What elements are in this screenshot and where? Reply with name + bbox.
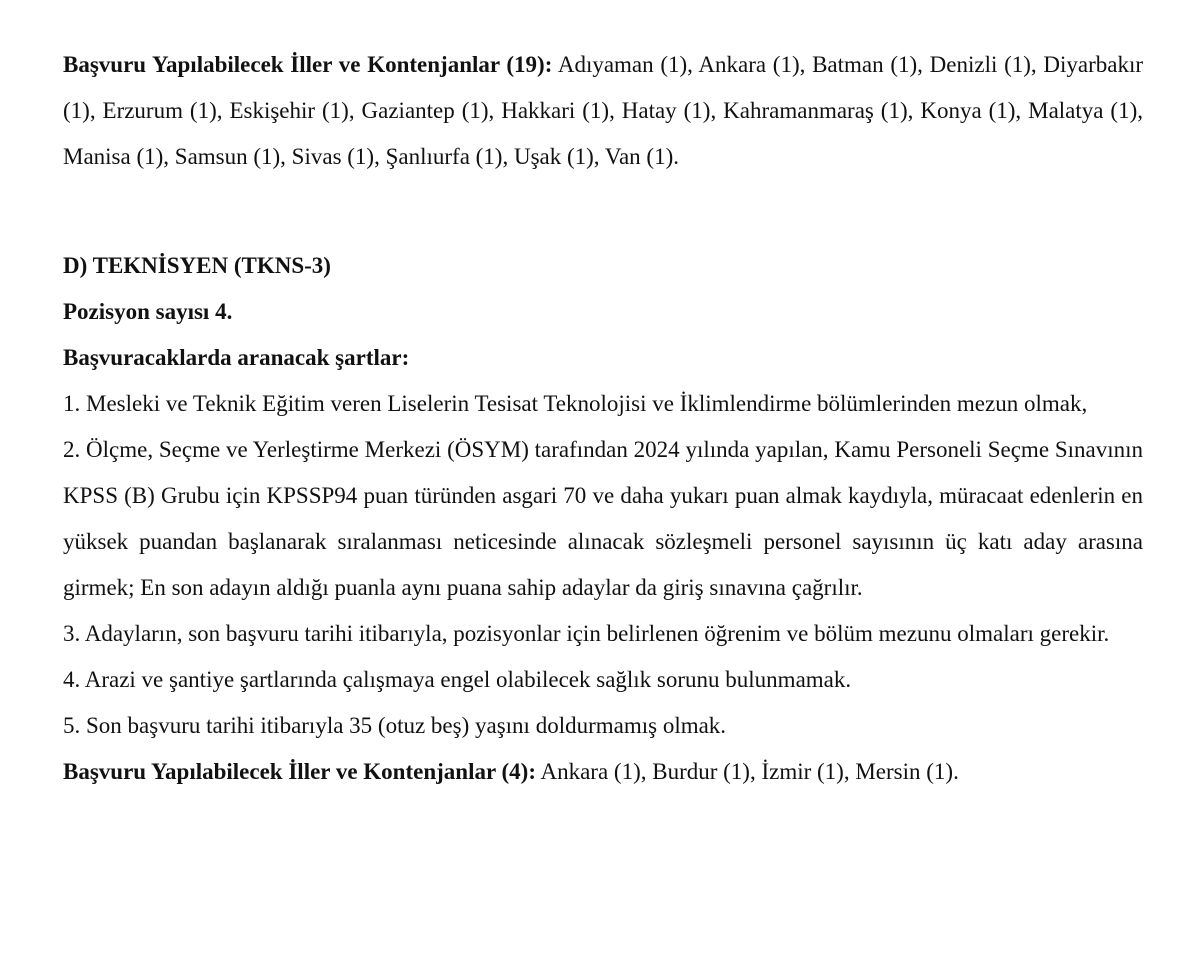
requirements-heading: Başvuracaklarda aranacak şartlar: xyxy=(63,345,410,370)
section-d-cities-paragraph xyxy=(63,749,1143,795)
position-count: Pozisyon sayısı 4. xyxy=(63,299,233,324)
section-d-cities-list: Ankara (1), Burdur (1), İzmir (1), Mersin (1). xyxy=(536,759,959,784)
section-spacer xyxy=(63,180,1143,243)
requirement-item-4: 4. Arazi ve şantiye şartlarında çalışmaya engel olabilecek sağlık sorunu bulunmamak. xyxy=(63,667,852,692)
requirement-item-2: 2. Ölçme, Seçme ve Yerleştirme Merkezi (ÖSYM) tarafından 2024 yılında yapılan, Kamu Personeli Seçme Sınavının KPSS (B) Grubu için KPSSP94 puan türünden asgari 70 ve daha yukarı puan almak kaydıyla, müracaat edenlerin en yüksek puandan başlanarak sıralanması neticesinde alınacak sözleşmeli personel sayısının üç katı aday arasına girmek; En son adayın aldığı puanla aynı puana sahip adaylar da giriş sınavına çağrılır. xyxy=(63,437,1143,600)
section-d-cities-label: Başvuru Yapılabilecek İller ve Kontenjanlar (4): xyxy=(63,759,536,784)
requirement-item-3: 3. Adayların, son başvuru tarihi itibarıyla, pozisyonlar için belirlenen öğrenim ve bölüm mezunu olmaları gerekir. xyxy=(63,621,1110,646)
document-page xyxy=(63,42,1143,795)
section-d-heading: D) TEKNİSYEN (TKNS-3) xyxy=(63,253,331,278)
requirement-item-5: 5. Son başvuru tarihi itibarıyla 35 (otuz beş) yaşını doldurmamış olmak. xyxy=(63,713,727,738)
section-c-cities-paragraph xyxy=(63,42,1143,180)
section-c-cities-label: Başvuru Yapılabilecek İller ve Kontenjanlar (19): xyxy=(63,52,553,77)
requirement-item-1: 1. Mesleki ve Teknik Eğitim veren Liselerin Tesisat Teknolojisi ve İklimlendirme bölümlerinden mezun olmak, xyxy=(63,391,1088,416)
section-c-cities-list: Adıyaman (1), Ankara (1), Batman (1), Denizli (1), Diyarbakır (1), Erzurum (1), Eskişehir (1), Gaziantep (1), Hakkari (1), Hatay (1), Kahramanmaraş (1), Konya (1), Malatya (1), Manisa (1), Samsun (1), Sivas (1), Şanlıurfa (1), Uşak (1), Van (1). xyxy=(63,52,1143,169)
